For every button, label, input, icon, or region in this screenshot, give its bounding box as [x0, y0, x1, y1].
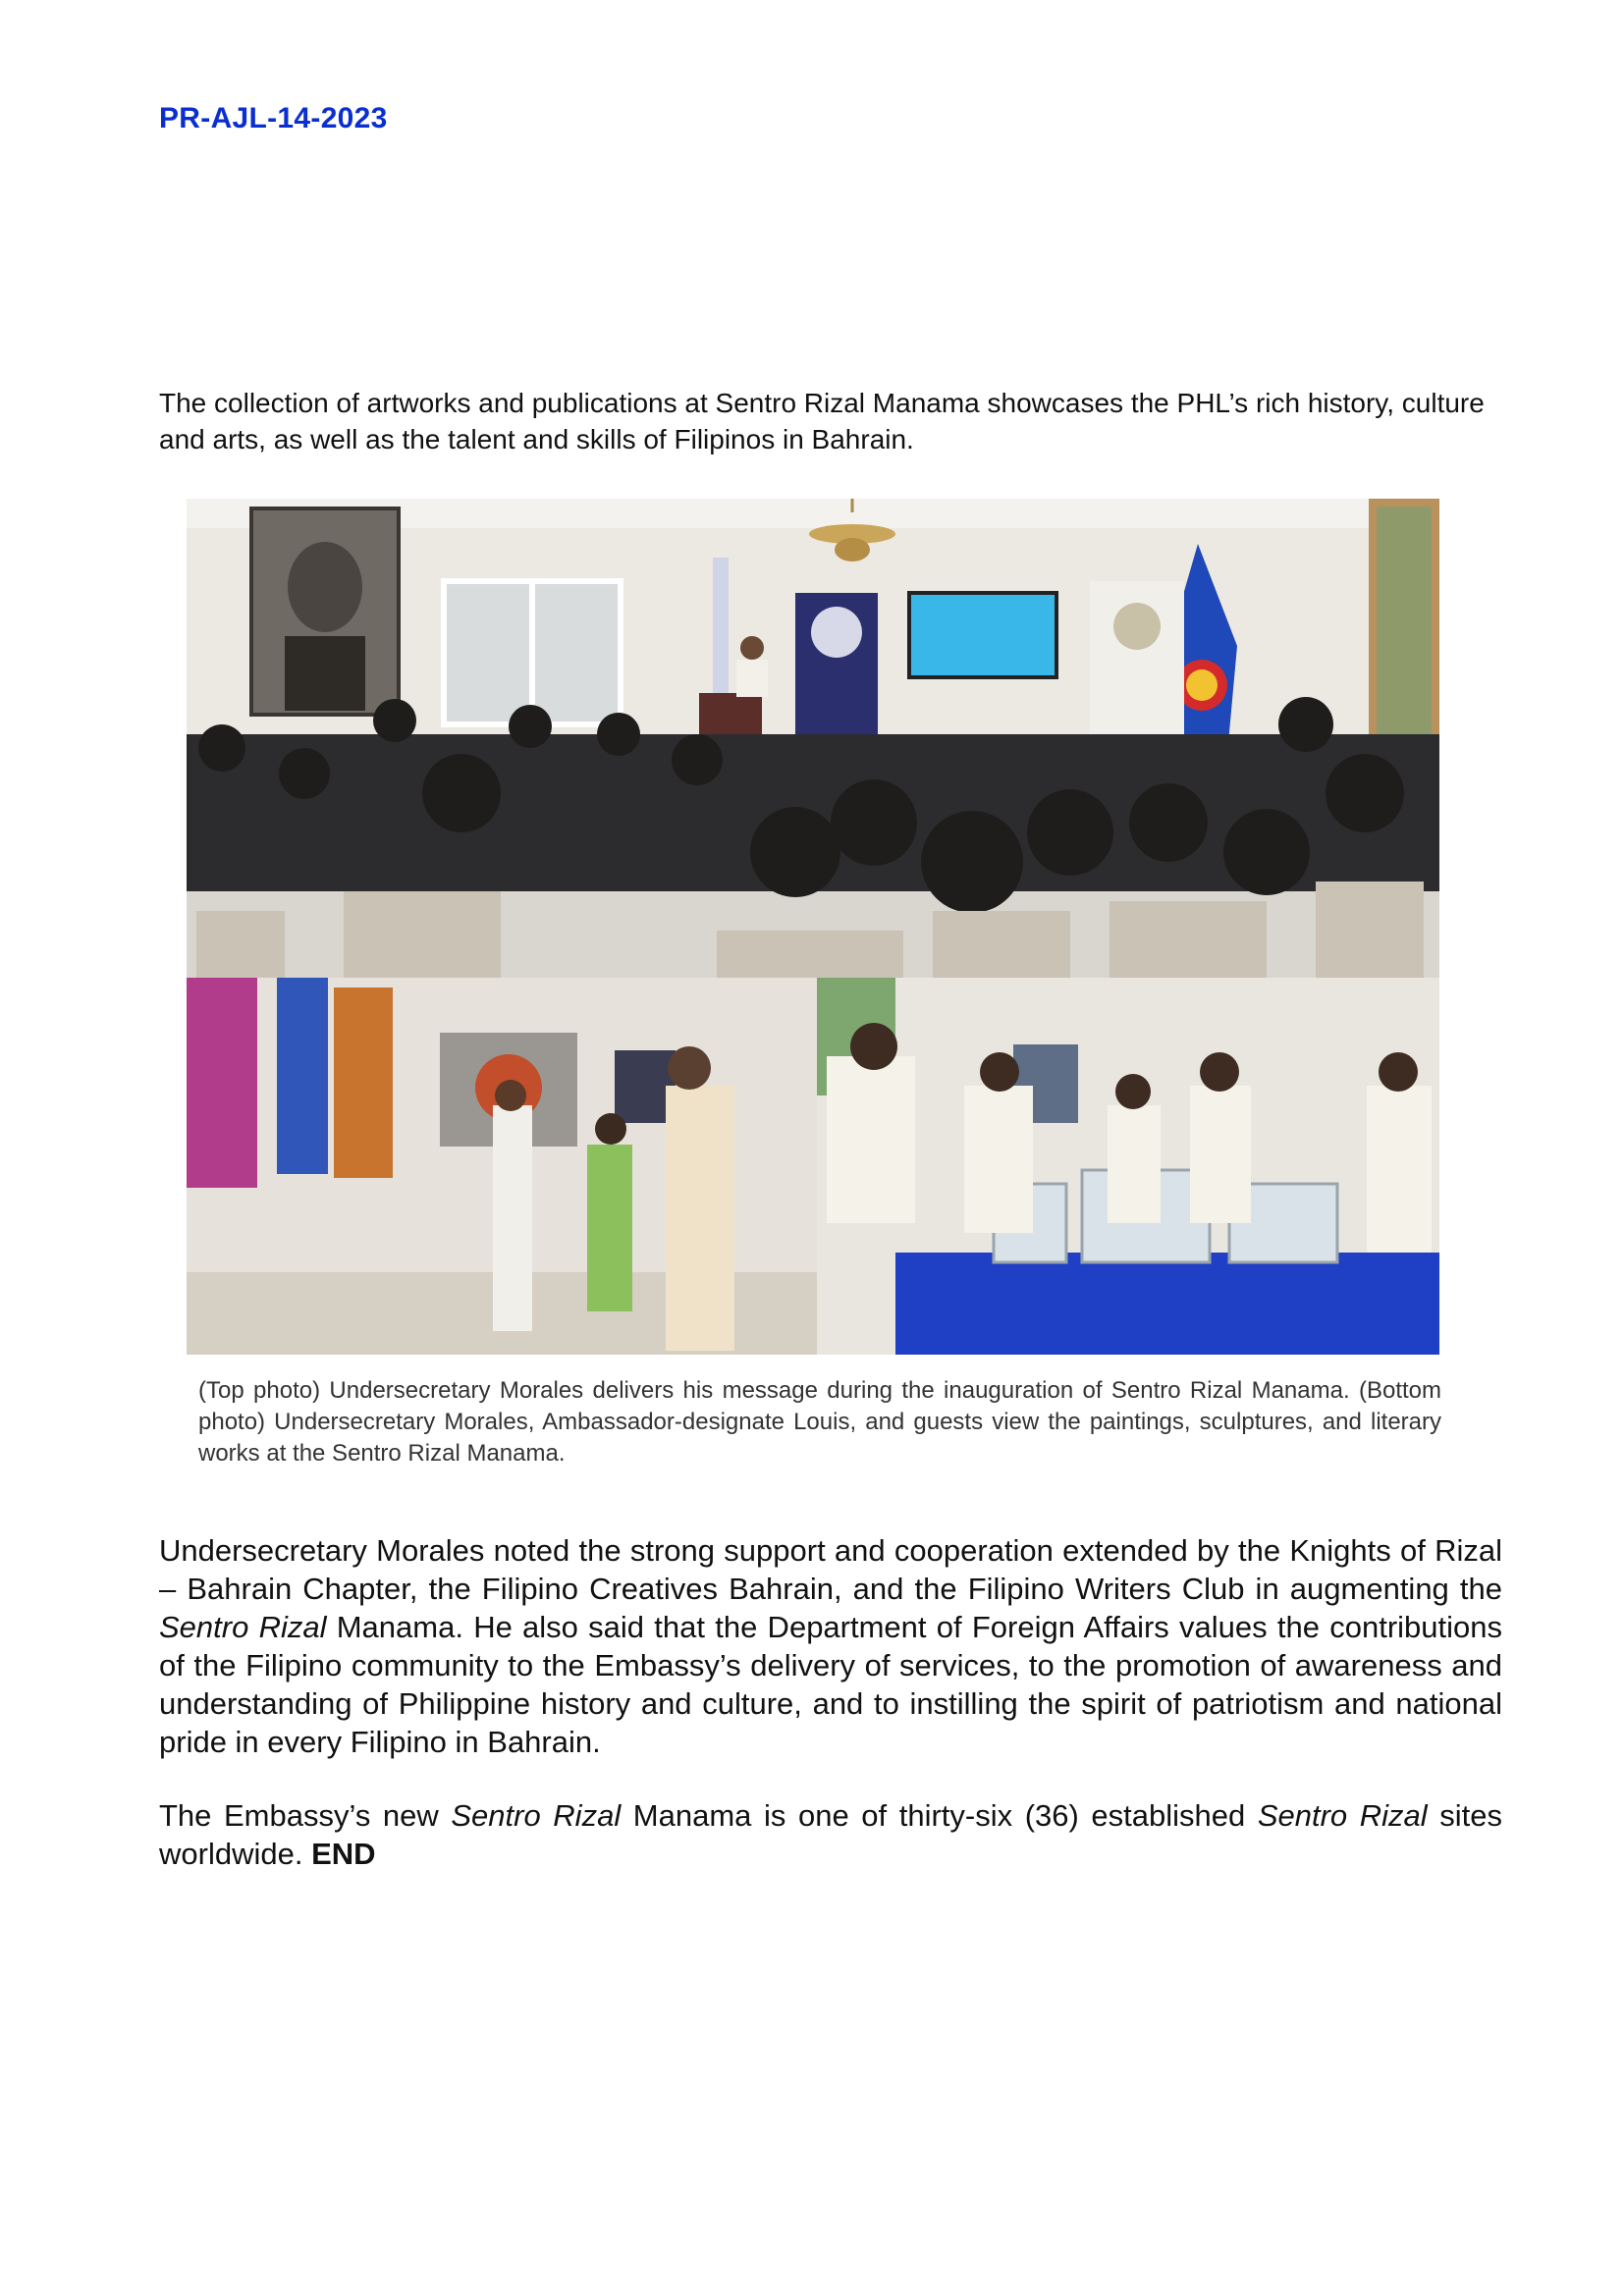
bottom-left-photo-gallery [187, 978, 817, 1355]
para1-text-a: Undersecretary Morales noted the strong support and cooperation extended by the Knights of Rizal – Bahrain Chapter, the Filipino Creatives Bahrain, and the Filipino Writers Club in augmenting the [159, 1533, 1502, 1606]
para2-text-c: sites worldwide. [159, 1798, 1502, 1871]
para2-sentro-rizal-2: Sentro Rizal [1257, 1798, 1428, 1833]
intro-paragraph: The collection of artworks and publications at Sentro Rizal Manama showcases the PHL’s rich history, culture and arts, as well as the talent and skills of Filipinos in Bahrain. [159, 388, 1485, 454]
body-paragraph-2 [159, 1796, 1502, 1873]
end-marker: END [311, 1837, 376, 1871]
photo-collage [187, 499, 1439, 1355]
para2-sentro-rizal-1: Sentro Rizal [451, 1798, 622, 1833]
body-paragraph-1 [159, 1531, 1502, 1761]
para1-text-b: Manama. He also said that the Department of Foreign Affairs values the contributions of the Filipino community to the Embassy’s delivery of services, to the promotion of awareness and understanding of Philippine history and culture, and to instilling the spirit of patriotism and national pride in every Filipino in Bahrain. [159, 1610, 1502, 1759]
bottom-right-photo-sculptures [817, 978, 1439, 1355]
document-reference-code: PR-AJL-14-2023 [159, 102, 388, 134]
top-photo-inauguration [187, 499, 1439, 978]
para2-text-b: Manama is one of thirty-six (36) established [621, 1798, 1258, 1833]
para2-text-a: The Embassy’s new [159, 1798, 452, 1833]
para1-sentro-rizal: Sentro Rizal [159, 1610, 327, 1644]
photo-caption: (Top photo) Undersecretary Morales delivers his message during the inauguration of Sentro Rizal Manama. (Bottom photo) Undersecretary Morales, Ambassador-designate Louis, and guests view the paintings, sculptures, and literary works at the Sentro Rizal Manama. [198, 1377, 1441, 1467]
